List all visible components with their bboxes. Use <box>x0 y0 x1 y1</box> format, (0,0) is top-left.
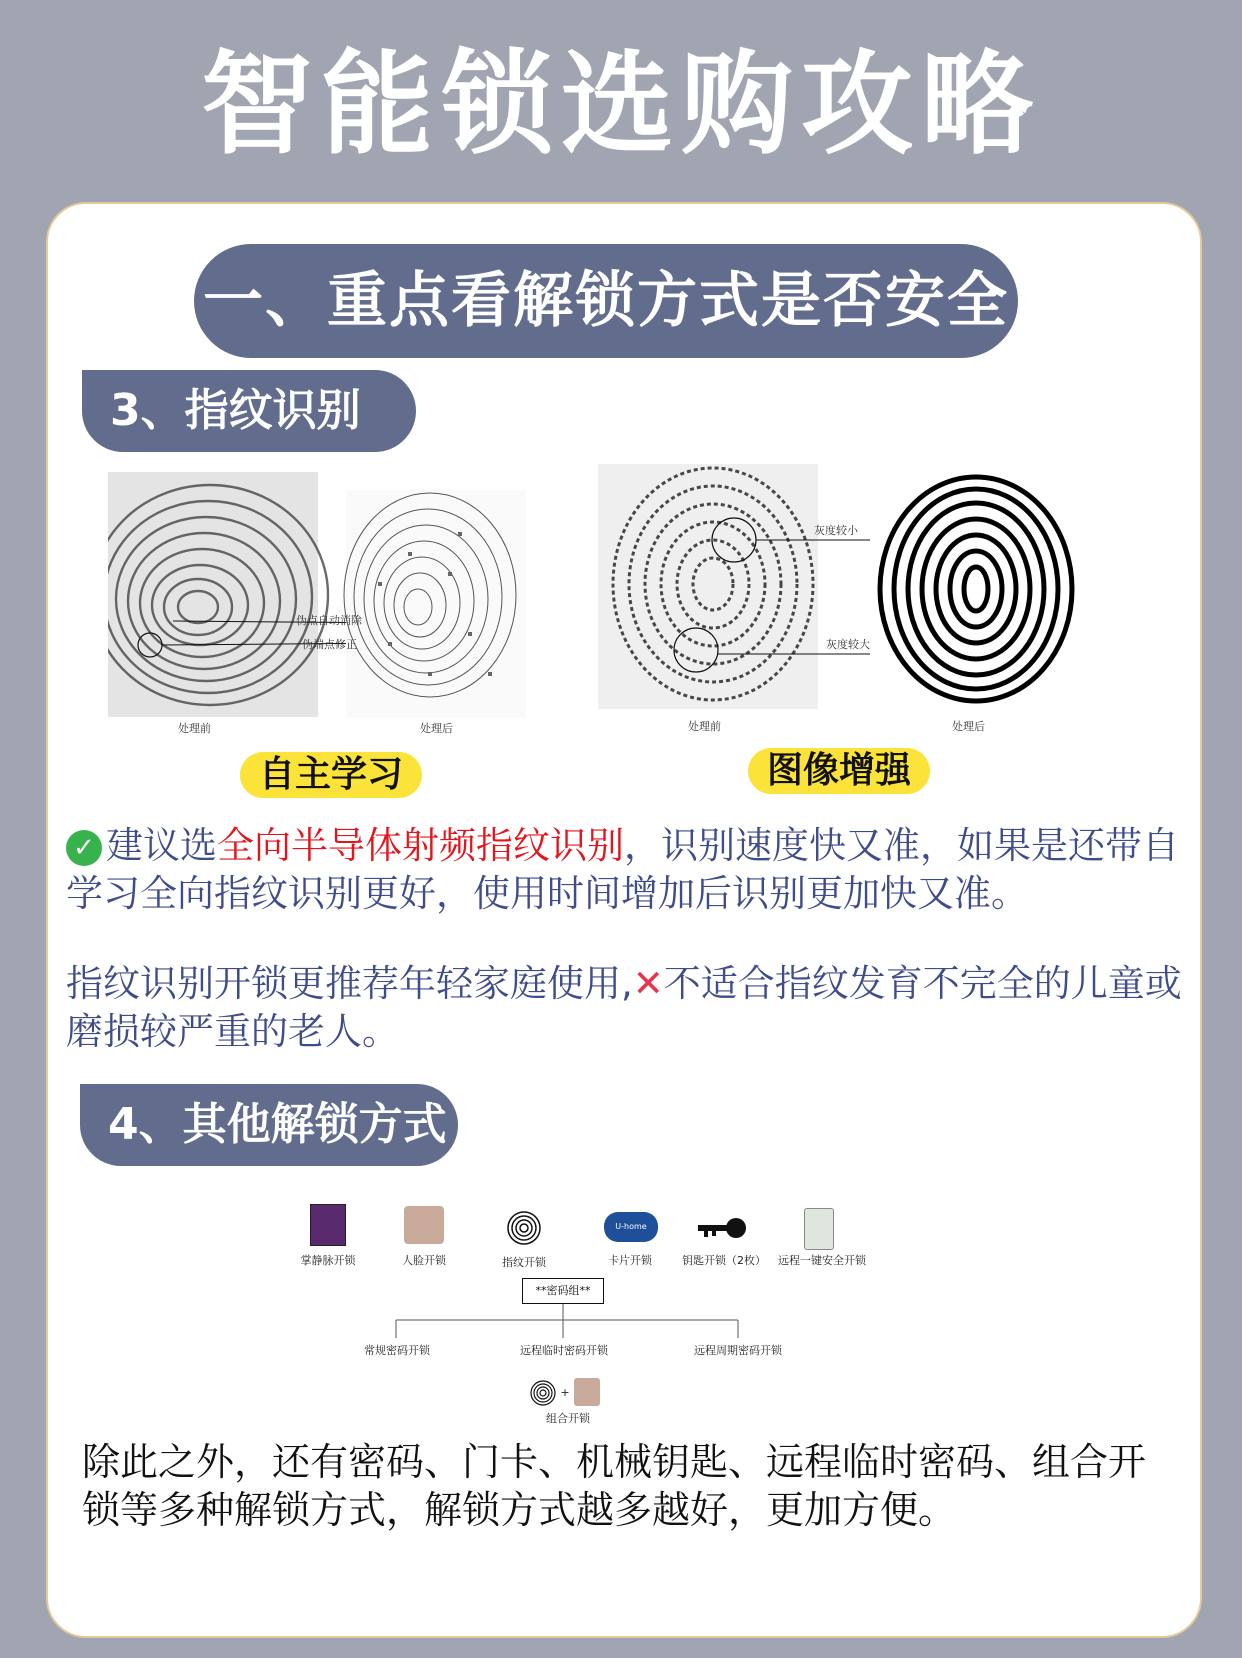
right-after-label: 处理后 <box>952 720 985 733</box>
card-icon: U-home <box>604 1212 658 1242</box>
summary-text: 除此之外，还有密码、门卡、机械钥匙、远程临时密码、组合开锁等多种解锁方式，解锁方式越多越好，更加方便。 <box>82 1440 1147 1532</box>
tag-self-learning: 自主学习 <box>240 752 422 798</box>
fingerprint-before-after-image <box>108 472 538 742</box>
fingerprint-heading: 3、指纹识别 <box>82 370 416 452</box>
left-before-label: 处理前 <box>178 722 211 735</box>
password-type: 远程临时密码开锁 <box>520 1344 608 1357</box>
section-heading: 一、重点看解锁方式是否安全 <box>194 244 1018 358</box>
method-label: 钥匙开锁（2枚） <box>682 1254 766 1267</box>
fingerprint-note: 指纹识别开锁更推荐年轻家庭使用,✕不适合指纹发育不完全的儿童或磨损较严重的老人。 <box>66 962 1182 1053</box>
recommended-type: 全向半导体射频指纹识别 <box>217 824 624 867</box>
annotation-false-endpoint: 伪端点修正 <box>302 638 357 651</box>
combo-label: 组合开锁 <box>546 1412 590 1425</box>
annotation-false-point: 伪点自动消除 <box>296 614 362 627</box>
face-icon <box>404 1206 444 1244</box>
password-group-box: **密码组** <box>522 1278 604 1304</box>
content-card <box>46 202 1202 1638</box>
fingerprint-enhancement-image <box>598 464 1098 744</box>
key-icon <box>696 1214 750 1244</box>
phone-icon <box>804 1208 834 1250</box>
method-label: 远程一键安全开锁 <box>778 1254 866 1267</box>
method-label: 卡片开锁 <box>608 1254 652 1267</box>
password-type: 远程周期密码开锁 <box>694 1344 782 1357</box>
password-group-tree <box>348 1304 768 1344</box>
fingerprint-icon <box>504 1208 544 1248</box>
fingerprint-advice: ✓ 建议选全向半导体射频指纹识别，识别速度快又准，如果是还带自学习全向指纹识别更好，使用时间增加后识别更加快又准。 <box>66 824 1179 915</box>
right-before-label: 处理前 <box>688 720 721 733</box>
check-icon: ✓ <box>66 830 102 866</box>
cross-icon: ✕ <box>632 962 664 1005</box>
tag-image-enhancement: 图像增强 <box>748 748 930 794</box>
page-title: 智能锁选购攻略 <box>201 40 1041 170</box>
left-after-label: 处理后 <box>420 722 453 735</box>
palm-vein-icon <box>310 1204 346 1246</box>
combo-plus: + <box>560 1386 570 1399</box>
annotation-gray-small: 灰度较小 <box>814 524 858 537</box>
combo-face-icon <box>574 1378 600 1406</box>
other-methods-heading: 4、其他解锁方式 <box>80 1084 458 1166</box>
method-label: 人脸开锁 <box>402 1254 446 1267</box>
combo-fingerprint-icon <box>530 1380 556 1406</box>
annotation-gray-large: 灰度较大 <box>826 638 870 651</box>
password-type: 常规密码开锁 <box>364 1344 430 1357</box>
method-label: 掌静脉开锁 <box>300 1254 356 1267</box>
method-label: 指纹开锁 <box>502 1256 546 1269</box>
